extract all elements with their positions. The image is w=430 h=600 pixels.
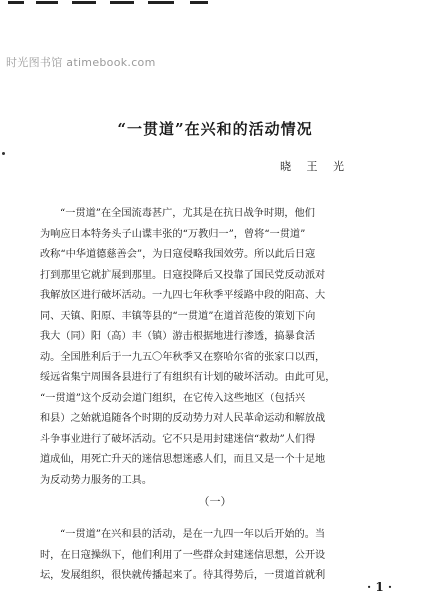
text-line: “一贯道”在兴和县的活动，是在一九四一年以后开始的。当 xyxy=(60,529,326,540)
text-line: 坛，发展组织，很快就传播起来了。待其得势后，一贯道首就利 xyxy=(40,570,326,581)
paragraph-1 xyxy=(40,204,414,491)
text-line: 同、天镇、阳原、丰镇等县的“一贯道”在道首范俊的策划下向 xyxy=(40,310,316,322)
text-line: 绥远省集宁周围各县进行了有组织有计划的破坏活动。由此可见， xyxy=(40,372,336,383)
article-title: “一贯道”在兴和的活动情况 xyxy=(117,120,313,138)
text-line: “一贯道”在全国流毒甚广，尤其是在抗日战争时期，他们 xyxy=(60,208,315,219)
text-line: 我大（同）阳（高）丰（镇）游击根据地进行渗透，搞暴食活 xyxy=(40,331,316,342)
section-heading: （一） xyxy=(198,495,232,508)
page-number: · 1 · xyxy=(367,580,393,594)
text-line: 道成仙，用死亡升天的迷信思想迷惑人们，而且又是一个十足地 xyxy=(40,454,326,465)
text-line: 改称“中华道德慈善会”，为日寇侵略我国效劳。所以此后日寇 xyxy=(40,249,316,260)
text-line: “一贯道”这个反动会道门组织，在它传入这些地区（包括兴 xyxy=(40,392,306,404)
margin-mark xyxy=(2,152,5,155)
text-line: 时，在日寇操纵下，他们利用了一些群众封建迷信思想，公开设 xyxy=(40,549,326,561)
top-edge-marks xyxy=(0,0,430,10)
author-name: 晓 王 光 xyxy=(280,160,350,173)
text-line: 和县）之始就追随各个时期的反动势力对人民革命运动和解放战 xyxy=(40,413,326,424)
text-line: 动。全国胜利后于一九五〇年秋季又在察哈尔省的张家口以西， xyxy=(40,351,326,363)
text-line: 为响应日本特务头子山谍丰张的“万教归一”，曾将“一贯道” xyxy=(40,228,306,240)
text-line: 斗争事业进行了破坏活动。它不只是用封建迷信“救劫”人们得 xyxy=(40,433,316,445)
text-line: 打到那里它就扩展到那里。日寇投降后又投靠了国民党反动派对 xyxy=(40,269,326,281)
text-line: 我解放区进行破坏活动。一九四七年秋季平绥路中段的阳高、大 xyxy=(40,290,326,301)
site-watermark: 时光图书馆 atimebook.com xyxy=(6,56,156,69)
paragraph-2 xyxy=(40,525,414,587)
text-line: 为反动势力服务的工具。 xyxy=(40,474,153,486)
